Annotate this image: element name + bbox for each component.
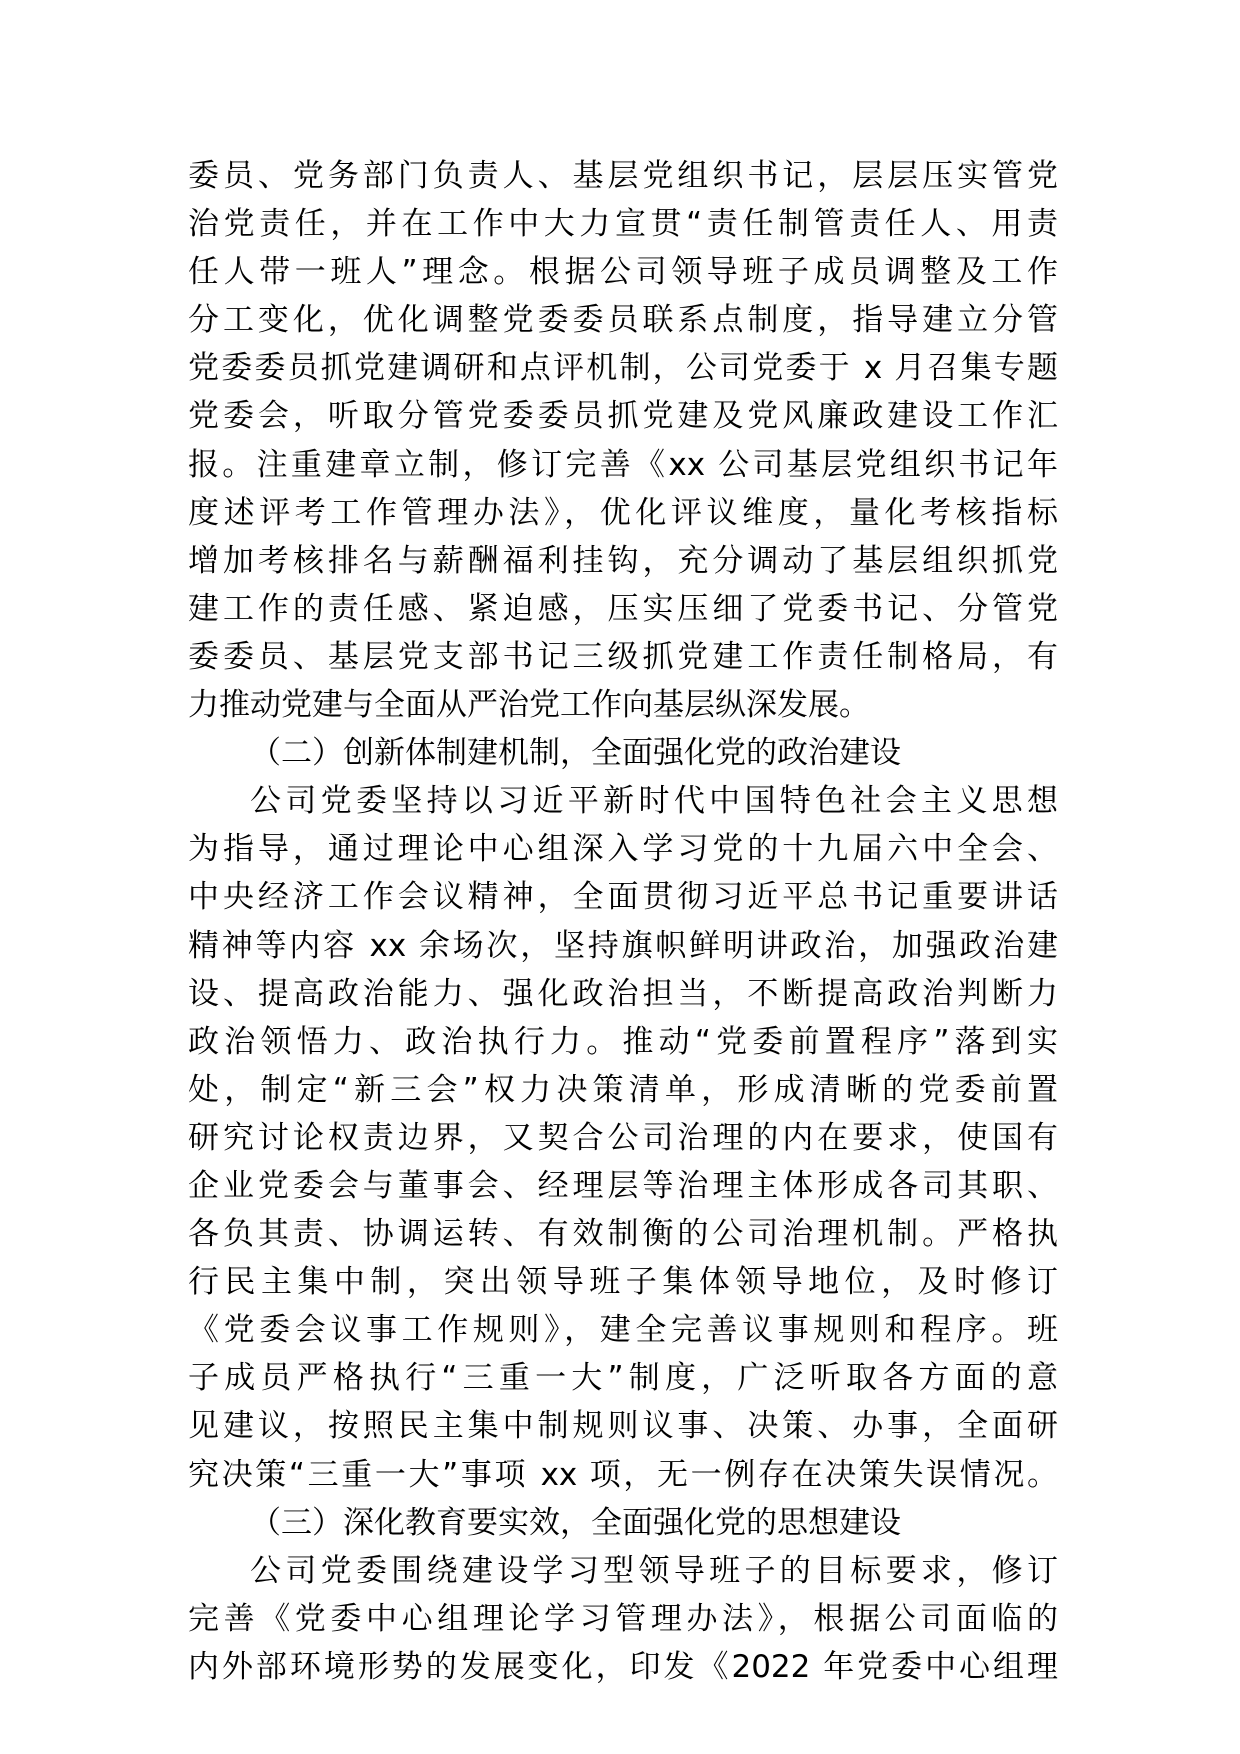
document-body xyxy=(188,152,1058,1691)
text-line: 处，制定“新三会”权力决策清单，形成清晰的党委前置 xyxy=(188,1071,1058,1108)
heading-line: （三）深化教育要实效，全面强化党的思想建设 xyxy=(250,1504,901,1541)
heading-line: （二）创新体制建机制，全面强化党的政治建设 xyxy=(250,735,901,772)
text-line: 党委委员抓党建调研和点评机制，公司党委于 x 月召集专题 xyxy=(188,350,1058,387)
text-line: 究决策“三重一大”事项 xx 项，无一例存在决策失误情况。 xyxy=(188,1456,1058,1493)
text-line: 度述评考工作管理办法》，优化评议维度，量化考核指标 xyxy=(188,494,1058,531)
text-line: 力推动党建与全面从严治党工作向基层纵深发展。 xyxy=(188,687,870,724)
section-heading-3 xyxy=(188,1499,1058,1547)
text-line: 建工作的责任感、紧迫感，压实压细了党委书记、分管党 xyxy=(188,590,1058,627)
text-line: 行民主集中制，突出领导班子集体领导地位，及时修订 xyxy=(188,1264,1058,1301)
text-line: 分工变化，优化调整党委委员联系点制度，指导建立分管 xyxy=(188,302,1058,339)
text-line: 政治领悟力、政治执行力。推动“党委前置程序”落到实 xyxy=(188,1023,1058,1060)
text-line: 增加考核排名与薪酬福利挂钩，充分调动了基层组织抓党 xyxy=(188,542,1058,579)
text-line: 《党委会议事工作规则》，建全完善议事规则和程序。班 xyxy=(188,1312,1058,1349)
text-line: 党委会，听取分管党委委员抓党建及党风廉政建设工作汇 xyxy=(188,398,1058,435)
text-line: 子成员严格执行“三重一大”制度，广泛听取各方面的意 xyxy=(188,1360,1058,1397)
text-line: 任人带一班人”理念。根据公司领导班子成员调整及工作 xyxy=(188,254,1058,291)
section-heading-2 xyxy=(188,729,1058,777)
text-line: 各负其责、协调运转、有效制衡的公司治理机制。严格执 xyxy=(188,1216,1058,1253)
text-line: 公司党委围绕建设学习型领导班子的目标要求，修订 xyxy=(250,1552,1058,1589)
paragraph-2 xyxy=(188,777,1058,1498)
text-line: 为指导，通过理论中心组深入学习党的十九届六中全会、 xyxy=(188,831,1058,868)
text-line: 委委员、基层党支部书记三级抓党建工作责任制格局，有 xyxy=(188,638,1058,675)
text-line: 治党责任，并在工作中大力宣贯“责任制管责任人、用责 xyxy=(188,206,1058,243)
text-line: 内外部环境形势的发展变化，印发《2022 年党委中心组理 xyxy=(188,1648,1058,1685)
text-line: 中央经济工作会议精神，全面贯彻习近平总书记重要讲话 xyxy=(188,879,1058,916)
paragraph-3 xyxy=(188,1547,1058,1691)
text-line: 见建议，按照民主集中制规则议事、决策、办事，全面研 xyxy=(188,1408,1058,1445)
text-line: 委员、党务部门负责人、基层党组织书记，层层压实管党 xyxy=(188,158,1058,194)
text-line: 报。注重建章立制，修订完善《xx 公司基层党组织书记年 xyxy=(188,446,1058,483)
text-line: 设、提高政治能力、强化政治担当，不断提高政治判断力 xyxy=(188,975,1058,1012)
text-line: 研究讨论权责边界，又契合公司治理的内在要求，使国有 xyxy=(188,1119,1058,1156)
text-line: 完善《党委中心组理论学习管理办法》，根据公司面临的 xyxy=(188,1600,1058,1637)
text-line: 精神等内容 xx 余场次，坚持旗帜鲜明讲政治，加强政治建 xyxy=(188,927,1058,964)
paragraph-1 xyxy=(188,152,1058,729)
text-line: 企业党委会与董事会、经理层等治理主体形成各司其职、 xyxy=(188,1167,1058,1204)
text-line: 公司党委坚持以习近平新时代中国特色社会主义思想 xyxy=(250,783,1058,820)
